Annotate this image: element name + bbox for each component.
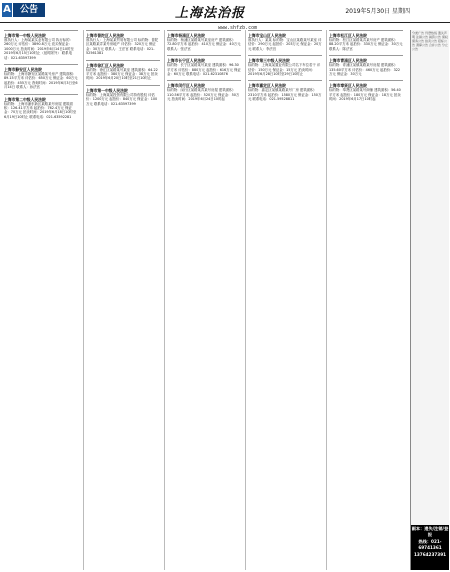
- ad-box-line-3: 13764237391: [413, 552, 447, 557]
- notice-body: 标的物：杨浦区某路某号某室房产 建筑面积：72.80平方米 起拍价：410万元 保证金：40万元 联系人：张法官: [167, 38, 241, 51]
- website-url: www.shfzb.com: [218, 25, 258, 31]
- notice-body: 标的物：长宁区某路某号某室 建筑面积：96.30平方米 评估价：880万元 起拍价：616万元 保证金：60万元 联系电话：021-62310876: [167, 63, 241, 77]
- notice-title: 上海市普陀区人民法院: [86, 33, 124, 38]
- notice: [329, 80, 403, 101]
- notices-area: [2, 30, 406, 570]
- notice-body: 标的物：上海市静安区某路某号房产 建筑面积：89.15平方米 评估价：650万元 保证金：60万元 起拍价：455万元 咨询时间：2019年6月3日至6月14日 联系人：孙法官: [4, 72, 78, 90]
- notice-body: 标的物：闵行区某路某弄某号房屋 建筑面积：110.56平方米 起拍价：520万元 保证金：50万元 拍卖时间：2019年6月24日10时起: [167, 88, 240, 102]
- section-title: 公告: [13, 3, 45, 17]
- notice: [86, 60, 160, 81]
- notice: [248, 80, 322, 101]
- notice-title: 上海市奉贤区人民法院: [329, 83, 367, 89]
- notice-body: 被执行人：上海某某实业有限公司 执行标的：260万元 评估价：3890.8万元 竞买保证金：1000万元 拍卖时间：2019年6月14日10时至2019年6月15日10时止（延时除外） 联系电话：021-63597399: [4, 38, 74, 60]
- ad-text: 分类广告 刊登热线 遗失声明 注销公告 减资公告 债权债务公告 拍卖公告 招标公告 清算公告 合并公告 分立公告: [412, 31, 448, 51]
- notice-title: 上海市第二中级人民法院: [4, 96, 46, 102]
- notice: [167, 55, 241, 76]
- notice-title: 上海市长宁区人民法院: [167, 58, 205, 64]
- notice-body: 标的物：上海某某置业有限公司名下车位若干 评估价：150万元 保证金：15万元 拍卖时间：2019年6月28日10时至29日10时止: [248, 63, 321, 77]
- page-number: A: [3, 4, 11, 15]
- page-header: [0, 0, 450, 23]
- notice-title: 上海市静安区人民法院: [4, 67, 42, 73]
- column-4: [245, 30, 324, 570]
- notice: [86, 85, 160, 106]
- ad-box-line-1: 副本：遗失/注销/登报: [411, 526, 449, 537]
- edition-date: 2019年5月30日 星期四: [345, 8, 410, 15]
- column-3: [164, 30, 243, 570]
- notice-title: 上海市闵行区人民法院: [167, 83, 205, 89]
- notice-title: 上海市杨浦区人民法院: [167, 33, 205, 38]
- notice: [248, 30, 322, 51]
- notice-title: 上海市第一中级人民法院: [86, 87, 128, 93]
- notice-body: 标的物：徐汇区某路某号某室 建筑面积：64.22平方米 起拍价：380万元 保证金：38万元 拍卖时间：2019年6月20日10时至21日10时止: [86, 67, 158, 81]
- notice: [248, 55, 322, 76]
- notice-body: 标的物：青浦区某镇某路某号房屋 建筑面积：135.60平方米 评估价：460万元 起拍价：322万元 保证金：30万元: [329, 63, 401, 77]
- notice-body: 标的物：奉贤区某路某号商铺 建筑面积：56.40平方米 起拍价：180万元 保证金：18万元 拍卖时间：2019年6月17日10时起: [329, 88, 401, 102]
- ad-box-line-2: 热线：021-69741361: [418, 539, 442, 550]
- notice: [4, 30, 78, 60]
- notice-body: 被执行人：上海某某贸易有限公司 标的物：普陀区某路某弄某号房地产 评估价：320万元 保证金：30万元 联系人：王法官 联系电话：021-52561381: [86, 38, 159, 56]
- notice: [167, 30, 241, 51]
- column-2: [83, 30, 162, 570]
- classified-ad-strip: [410, 30, 449, 570]
- notice-body: 标的物：上海某某投资有限公司持有股权 评估价：1200万元 起拍价：840万元 保证金：100万元 联系电话：021-63597399: [86, 92, 158, 106]
- notice-title: 上海市松江区人民法院: [329, 33, 367, 38]
- notice-body: 标的物：上海市浦东新区某路某号房屋 建筑面积：126.41平方米 起拍价：762.4万元 保证金：70万元 拍卖时间：2019年6月18日10时至6月19日10时止 联系电话：021-63592281: [4, 101, 77, 119]
- notice-body: 标的物：嘉定区某镇某路某号厂房 建筑面积：2310平方米 起拍价：1580万元 保证金：150万元 联系电话：021-59528811: [248, 88, 322, 102]
- notice: [4, 94, 78, 120]
- column-5: [326, 30, 405, 570]
- notice: [4, 64, 78, 90]
- notice: [329, 55, 403, 76]
- notice-title: 上海市第一中级人民法院: [4, 33, 46, 38]
- notice-title: 上海市青浦区人民法院: [329, 58, 367, 64]
- ad-hotline-box: [411, 525, 449, 570]
- column-1: [2, 30, 80, 570]
- notice: [329, 30, 403, 51]
- notice-title: 上海市宝山区人民法院: [248, 33, 286, 38]
- notice-title: 上海市嘉定区人民法院: [248, 83, 286, 89]
- notice-body: 被执行人：某某 标的物：宝山区某路某号某室 评估价：290万元 起拍价：203万元 保证金：20万元 联系人：李法官: [248, 38, 322, 51]
- notice: [167, 80, 241, 101]
- notice-body: 标的物：松江区某路某弄某号房产 建筑面积：88.20平方米 起拍价：330万元 保证金：30万元 联系人：陈法官: [329, 38, 403, 51]
- notice: [86, 30, 160, 56]
- notice-title: 上海市第三中级人民法院: [248, 58, 290, 64]
- masthead-logo: 上海法治报: [174, 6, 245, 21]
- notice-title: 上海市徐汇区人民法院: [86, 62, 124, 68]
